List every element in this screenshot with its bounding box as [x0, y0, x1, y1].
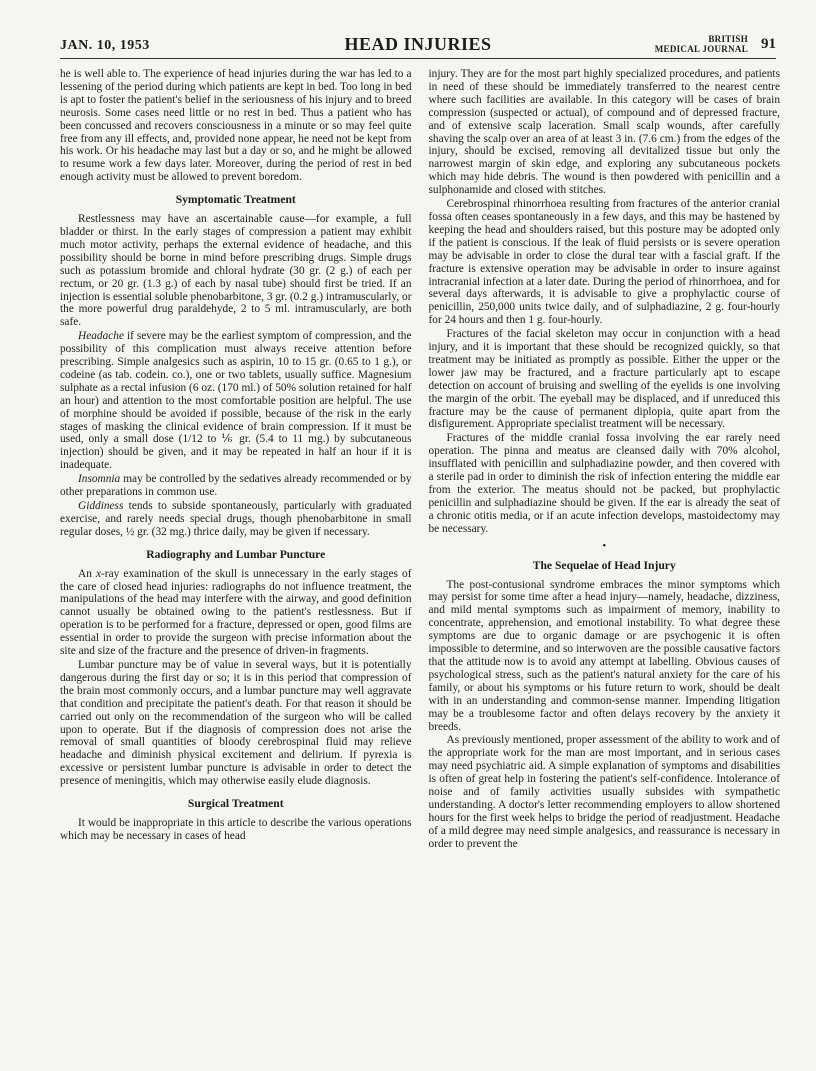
paragraph-giddiness — [60, 500, 412, 539]
heading-sequelae: The Sequelae of Head Injury — [532, 558, 676, 572]
term-giddiness: Giddiness — [78, 500, 124, 512]
paragraph-specialized-procedures: injury. They are for the most part highly specialized procedures, and patients in need of these should be immediately transferred to the nearest centre where such facilities are available. In this category will be cases of brain compression (suspected or actual), of compound and of depressed fracture, and of extensive scalp laceration. Small scalp wounds, after carefully shaving the scalp over an area of at least 3 in. (7.6 cm.) from the edges of the injury, should be excised, removing all devitalized tissue but only the narrowest margin of skin edge, and exploring any subcutaneous pockets which may hide debris. The wound is then powdered with penicillin and a sulphonamide and closed with stitches. — [428, 68, 780, 197]
journal-name-line2: MEDICAL JOURNAL — [654, 44, 748, 54]
paragraph-facial-fractures: Fractures of the facial skeleton may occur in conjunction with a head injury, and it is important that these should be recognized quickly, so that treatment may be initiated as promptly as possible. Either the upper or the lower jaw may be fractured, and a fracture particularly apt to escape detection on account of bruising and swelling of the eyelids is one involving the margin of the orbit. The eyeball may be displaced, and if unreduced this fracture may be the cause of permanent diplopia, quite apart from the disfigurement. Appropriate specialist treatment will be necessary. — [428, 328, 780, 431]
paragraph-ability-to-work: As previously mentioned, proper assessment of the ability to work and of the appropriate work for the man are most important, and in serious cases may need psychiatric aid. A simple explanation of symptoms and disabilities is often of great help in fostering the patient's self-confidence. Intolerance of noise and of family activities usually subsides with sympathetic understanding. A doctor's letter recommending employers to allow shortened hours for the first week helps to bridge the period of readjustment. Headache of a mild degree may need simple analgesics, and reassurance is necessary in order to prevent the — [428, 734, 780, 850]
paragraph-rhinorrhoea: Cerebrospinal rhinorrhoea resulting from fractures of the anterior cranial fossa often ceases spontaneously in a few days, and this may be hastened by keeping the head and shoulders raised, but this posture may be adopted only if the patient is conscious. If the leak of fluid persists or is severe operation may be advisable in order to close the dural tear with a fascial graft. If the fracture is extensive operation may be advisable in order to insure against intracranial infection at a later date. During the period of rhinorrhoea, and for several days afterwards, it is advisable to give a prophylactic course of penicillin, 250,000 units twice daily, and of sulphadiazine, 2 g. four-hourly for 24 hours and then 1 g. four-hourly. — [428, 198, 780, 327]
page-number: 91 — [761, 36, 776, 52]
running-title: HEAD INJURIES — [344, 34, 492, 54]
journal-name — [655, 34, 748, 54]
term-insomnia: Insomnia — [78, 473, 121, 486]
xray-prefix: An — [78, 567, 96, 580]
term-headache: Headache — [78, 330, 124, 343]
heading-symptomatic-treatment: Symptomatic Treatment — [175, 193, 296, 207]
paragraph-middle-fossa: Fractures of the middle cranial fossa involving the ear rarely need operation. The pinna and meatus are cleansed daily with 70% alcohol, insufflated with penicillin and sulphadiazine powder, and then covered with a sterile pad in order to diminish the risk of infection entering the middle ear from the exterior. The meatus should not be packed, but prophylactic penicillin and sulphadiazine should be given. If the ear is already the seat of a chronic otitis media, or if an acute infection develops, mastoidectomy may be necessary. — [428, 432, 780, 535]
giddiness-text: tends to subside spontaneously, particularly with graduated exercise, and rarely needs special drugs, though phenobarbitone in small regular doses, ½ gr. (32 mg.) thrice daily, may be given if necessary. — [60, 500, 412, 538]
running-header — [60, 32, 776, 59]
paragraph-insomnia — [60, 473, 412, 499]
paragraph-restlessness: Restlessness may have an ascertainable cause—for example, a full bladder or thirst. In the early stages of compression a patient may exhibit much motor activity, perhaps the external evidence of headache, and this possibility should be borne in mind before prescribing drugs. Simple drugs such as potassium bromide and chloral hydrate (30 gr. (2 g.) of each per rectum, or 20 gr. (1.3 g.) of each by nasal tube) should first be tried. If an injection is essential soluble phenobarbitone, 3 gr. (0.2 g.) intramuscularly, or the more powerful drug paraldehyde, 2 to 5 ml. intramuscularly, are both safe. — [60, 213, 412, 329]
term-xray: x — [95, 567, 102, 580]
insomnia-text: may be controlled by the sedatives already recommended or by other preparations in common use. — [60, 473, 412, 499]
heading-surgical-treatment: Surgical Treatment — [187, 797, 284, 811]
journal-name-line1: BRITISH — [708, 34, 748, 44]
paragraph-surgical: It would be inappropriate in this article to describe the various operations which may be necessary in cases of head — [60, 816, 412, 842]
paragraph-headache — [60, 330, 412, 472]
paragraph-xray — [60, 568, 412, 658]
issue-date: JAN. 10, 1953 — [60, 38, 150, 53]
section-separator: • — [602, 539, 607, 552]
headache-text: if severe may be the earliest symptom of compression, and the possibility of this complication must always receive attention before prescribing. Simple analgesics such as aspirin, 10 to 15 gr. (0.65 to 1 g.), or codeine (as tab. codein. co.), one or two tablets, usually suffice. Magnesium sulphate as a rectal infusion (6 oz. (170 ml.) of 50% solution retained for half an hour) and attention to the most comfortable position are helpful. The use of morphine should be avoided if possible, because of the risk in the early stages of masking the clinical evidence of brain compression. If it must be used, only a small dose (1/12 to ⅙ gr. (5.4 to 11 mg.) by subcutaneous injection) should be given, and it may be repeated in half an hour if it is inadequate. — [60, 330, 412, 472]
paragraph-rest-in-bed: he is well able to. The experience of head injuries during the war has led to a lessening of the period during which patients are kept in bed. Too long in bed is apt to foster the patient's belief in the seriousness of his injury and to breed neurosis. Some cases need little or no rest in bed. Thus a patient who has been concussed and recovers consciousness in a minute or so may feel quite free from any ill effects, and, provided none appear, he need not be kept from his work. Or his headache may last but a day or so, and he might be allowed to resume work a few days later. Moreover, during the period of rest in bed enough activity must be allowed to prevent boredom. — [60, 68, 412, 184]
paragraph-lumbar-puncture: Lumbar puncture may be of value in several ways, but it is potentially dangerous during the first day or so; it is in this period that compression of the brain most commonly occurs, and a lumbar puncture may well aggravate that condition and precipitate the patient's death. For that reason it should be carried out only on the recommendation of the surgeon who will be called upon to operate. But if the diagnosis of compression does not arise the removal of small quantities of bloody cerebrospinal fluid may relieve headache and diminish physical excitement and delirium. If pyrexia is excessive or persistent lumbar puncture is advisable in order to detect the presence of meningitis, which may otherwise easily elude diagnosis. — [60, 658, 412, 788]
paragraph-post-contusional: The post-contusional syndrome embraces the minor symptoms which may persist for some time after a head injury—namely, headache, dizziness, and mild mental symptoms such as impairment of memory, inability to concentrate, apprehension, and emotional instability. To what degree these symptoms are due to organic damage or are psychogenic it is often impossible to determine, and so interwoven are the possible causative factors that the attitude now is to avoid any attempt at labelling. Obvious causes of psychological stress, such as the patient's natural anxiety for the care of his family, or about his symptoms or his future return to work, should be dealt with in an understanding and common-sense manner. Impending litigation may be a troublesome factor and often delays recovery by the anxiety it breeds. — [428, 578, 780, 733]
article-body — [60, 68, 780, 1071]
heading-radiography: Radiography and Lumbar Puncture — [146, 547, 326, 561]
left-column — [60, 68, 412, 1071]
right-column — [429, 68, 781, 1071]
xray-text: -ray examination of the skull is unnecessary in the early stages of the care of closed head injuries: radiographs do not influence treatment, the manipulations of the head may interfere with the airway, and good definition cannot usually be obtained owing to the patient's restlessness. But if operation is to be performed for a fracture, depressed or open, good films are essential in order to provide the surgeon with precise information about the site and size of the fracture and the presence of driven-in fragments. — [60, 567, 412, 658]
